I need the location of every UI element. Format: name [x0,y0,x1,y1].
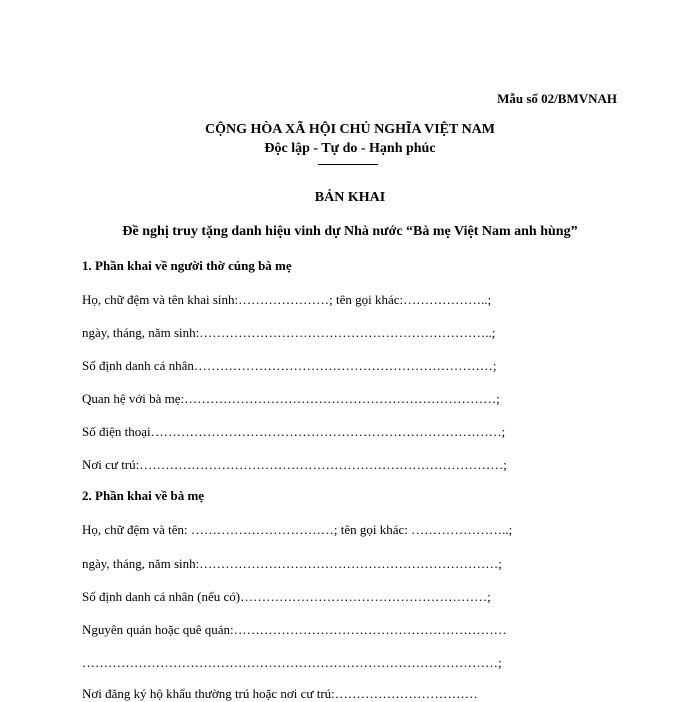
motto-underline [318,164,378,165]
form-code: Mẫu số 02/BMVNAH [497,91,617,106]
field-mother-id: Số định danh cá nhân (nếu có)…………………………………………………; [82,589,491,604]
field-carer-id: Số định danh cá nhân……………………………………………………………; [82,358,497,373]
field-mother-hometown: Nguyên quán hoặc quê quán:……………………………………………………… [82,622,507,637]
motto: Độc lập - Tự do - Hạnh phúc [264,141,436,156]
section-2-heading: 2. Phần khai về bà mẹ [82,488,205,503]
document-title: BẢN KHAI [314,190,386,205]
field-mother-residence: Nơi đăng ký hộ khẩu thường trú hoặc nơi cư trú:…………………………… [82,686,478,701]
field-carer-relation: Quan hệ với bà mẹ:………………………………………………………………; [82,391,500,406]
field-mother-hometown-cont: ……………………………………………………………………………………; [82,655,502,670]
nation-name: CỘNG HÒA XÃ HỘI CHỦ NGHĨA VIỆT NAM [204,122,495,137]
field-mother-name: Họ, chữ đệm và tên: ……………………………; tên gọi khác: …………………..; [82,522,513,537]
field-carer-birthdate: ngày, tháng, năm sinh:…………………………………………………………..; [82,325,496,340]
field-carer-phone: Số điện thoại………………………………………………………………………; [82,424,506,439]
section-1-heading: 1. Phần khai về người thờ cúng bà mẹ [82,258,292,273]
field-carer-name: Họ, chữ đệm và tên khai sinh:…………………; tên gọi khác:………………..; [82,292,492,307]
field-carer-residence: Nơi cư trú:…………………………………………………………………………; [82,457,507,472]
document-subtitle: Đề nghị truy tặng danh hiệu vinh dự Nhà nước “Bà mẹ Việt Nam anh hùng” [122,224,578,239]
field-mother-birthdate: ngày, tháng, năm sinh:……………………………………………………………; [82,556,502,571]
